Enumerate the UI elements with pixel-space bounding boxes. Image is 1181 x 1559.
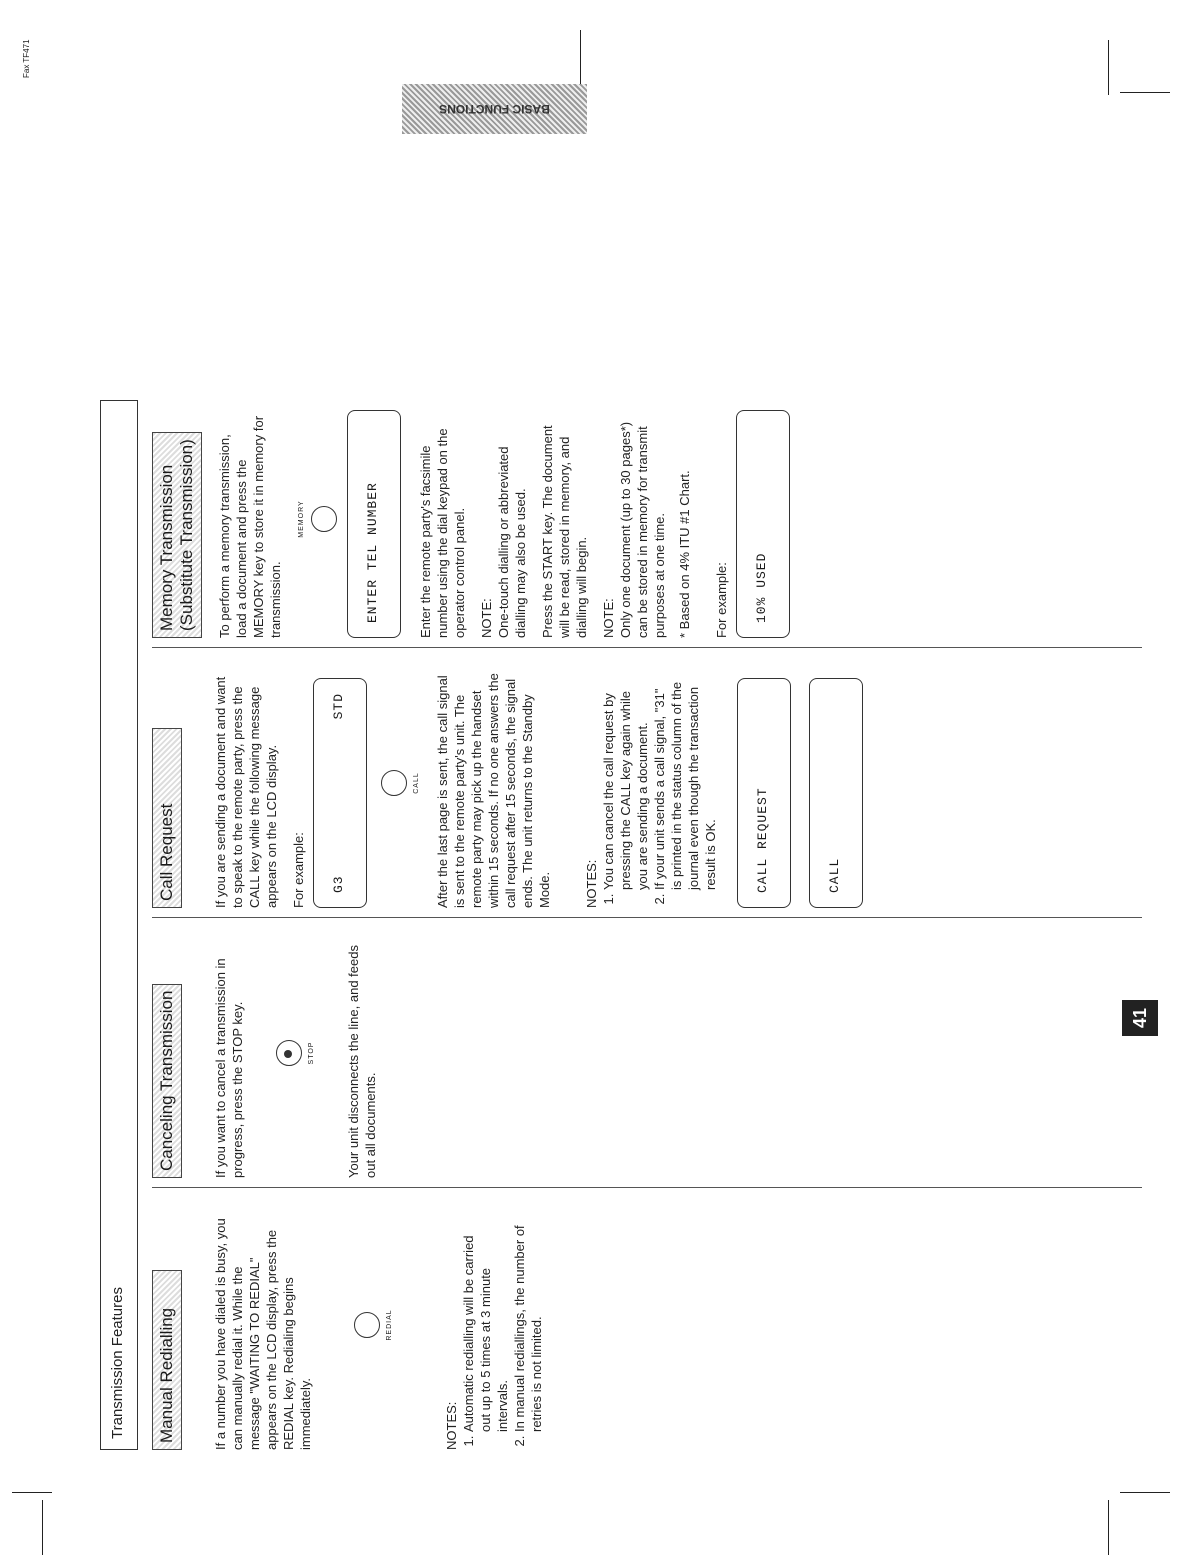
- memory-key-icon: [311, 506, 337, 532]
- notes-heading: NOTES:: [444, 1401, 459, 1450]
- title-line: Memory Transmission: [157, 464, 176, 631]
- column-title: Canceling Transmission: [152, 984, 182, 1178]
- body-text: If you are sending a document and want to speak to the remote party, press the CALL key while the following message appears on the LCD display.: [213, 676, 279, 908]
- crop-mark: [12, 1492, 52, 1493]
- column-divider: [152, 917, 1142, 918]
- key-label: MEMORY: [298, 500, 305, 538]
- lcd-display: CALL: [809, 678, 863, 908]
- lcd-display: CALL REQUEST: [737, 678, 791, 908]
- notes-list: [600, 678, 719, 908]
- lcd-display: ENTER TEL NUMBER: [347, 410, 401, 638]
- lcd-left-text: G3: [331, 875, 346, 893]
- column-title: Call Request: [152, 728, 182, 908]
- column-memory-transmission: [152, 400, 1142, 638]
- key-label: STOP: [308, 1041, 315, 1065]
- body-text: If you want to cancel a transmission in progress, press the STOP key.: [213, 958, 245, 1178]
- column-divider: [152, 1187, 1142, 1188]
- list-item: 1. You can cancel the call request by pressing the CALL key again while you are sending a document.: [600, 678, 651, 890]
- lcd-display: 10% USED: [736, 410, 790, 638]
- column-canceling-transmission: [152, 928, 1142, 1178]
- crop-mark: [1108, 1500, 1109, 1555]
- column-title: Manual Redialling: [152, 1270, 182, 1450]
- column-title: [152, 432, 202, 638]
- column-call-request: [152, 658, 1142, 908]
- column-divider: [152, 647, 1142, 648]
- crop-mark: [42, 1500, 43, 1555]
- key-label: REDIAL: [386, 1309, 393, 1341]
- crop-mark: [1120, 92, 1170, 93]
- body-text: If a number you have dialed is busy, you can manually redial it. While the message "WAITING TO REDIAL" appears on the LCD display, press the REDIAL key. Redialing begins immediately.: [213, 1218, 313, 1450]
- stop-key-icon: [276, 1040, 302, 1066]
- list-item: 1. Automatic redialling will be carried out up to 5 times at 3 minute intervals.: [460, 1220, 511, 1432]
- crop-mark: [1108, 40, 1109, 95]
- note-text: Only one document (up to 30 pages*) can be stored in memory for transmit purposes at one time.: [618, 421, 667, 638]
- crop-mark: [1120, 1492, 1170, 1493]
- page-title: Transmission Features: [100, 400, 138, 1450]
- example-label: For example:: [714, 562, 729, 638]
- body-text-2: After the last page is sent, the call signal is sent to the remote party's unit. The remote party may pick up the handset within 15 seconds. If no one answers the call request after 15 seconds, the signal ends. The unit returns to the Standby Mode.: [435, 673, 552, 908]
- fax-id: Fax TF471: [22, 39, 31, 78]
- redial-key-icon: [354, 1312, 380, 1338]
- key-label: CALL: [413, 772, 420, 794]
- body-text-2: Enter the remote party's facsimile number using the dial keypad on the operator control panel.: [418, 428, 467, 638]
- example-label: For example:: [291, 832, 306, 908]
- lcd-right-text: STD: [331, 693, 346, 720]
- list-item: 2. In manual rediallings, the number of retries is not limited.: [511, 1220, 545, 1432]
- lcd-display: [313, 678, 367, 908]
- note-heading: NOTE:: [479, 598, 494, 638]
- notes-list: [460, 1220, 545, 1450]
- footnote: * Based on 4% ITU #1 Chart.: [677, 470, 692, 638]
- body-text-3: Press the START key. The document will be read, stored in memory, and dialling will begin.: [540, 425, 589, 638]
- note-heading: NOTE:: [601, 598, 616, 638]
- page-number: 41: [1122, 1000, 1158, 1036]
- body-text: To perform a memory transmission, load a document and press the MEMORY key to store it in memory for transmission.: [217, 415, 283, 638]
- body-text-2: Your unit disconnects the line, and feeds out all documents.: [346, 945, 378, 1178]
- rotated-page: [90, 400, 1150, 1450]
- notes-heading: NOTES:: [584, 859, 599, 908]
- call-key-icon: [381, 770, 407, 796]
- section-tab: BASIC FUNCTIONS: [402, 84, 587, 134]
- column-manual-redialling: [152, 1200, 1142, 1450]
- note-text: One-touch dialling or abbreviated dialling may also be used.: [496, 446, 528, 638]
- list-item: 2. If your unit sends a call signal, "31" is printed in the status column of the journal even though the transaction result is OK.: [651, 678, 719, 890]
- title-line: (Substitute Transmission): [177, 439, 196, 631]
